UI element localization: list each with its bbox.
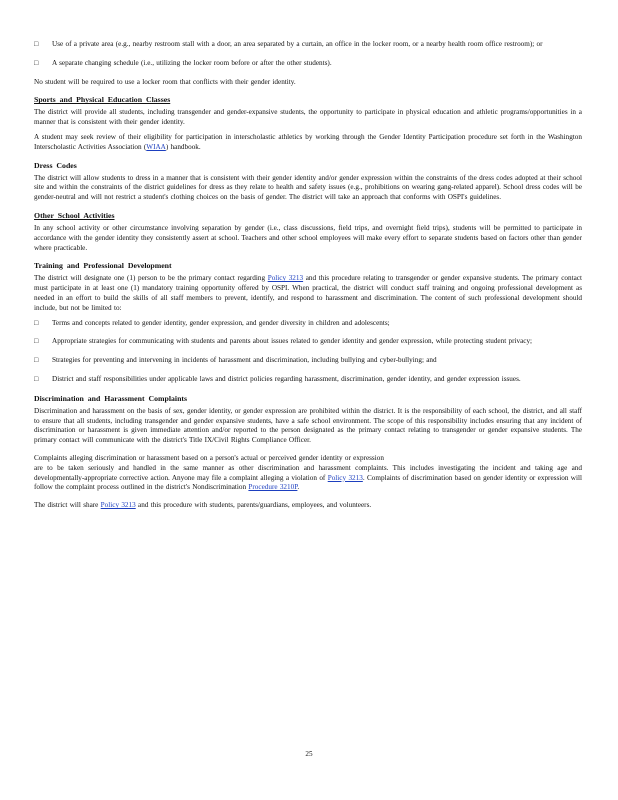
section-heading-sports: Sports and Physical Education Classes (34, 95, 171, 105)
text-run: The district will designate one (1) person to be the primary contact regarding (34, 274, 268, 283)
list-item (34, 40, 582, 50)
text-run: and this procedure relating to transgender or gender expansive students. The primary contact must participate in at least one (1) mandatory training opportunity offered by OSPI. When practical, the district will conduct staff training and ongoing professional development as needed in an effort to build the skills of all staff members to prevent, identify, and respond to harassment and discrimination. The content of such professional development should include, but not be limited to: (34, 274, 582, 312)
bullet-text: Terms and concepts related to gender identity, gender expression, and gender diversity in children and adolescents; (52, 318, 390, 327)
list-item (34, 356, 582, 366)
wiaa-paragraph (34, 133, 582, 153)
text-run: are to be taken seriously and handled in the same manner as other discrimination and harassment complaints. This includes investigating the incident and taking age and developmentally-appropriate corrective action. Anyone may file a complaint alleging a violation of (34, 463, 582, 482)
bullet-text: Use of a private area (e.g., nearby restroom stall with a door, an area separated by a curtain, an office in the locker room, or a nearby health room office restroom); or (52, 40, 543, 48)
list-item (34, 59, 582, 69)
section-heading-dress: Dress Codes (34, 160, 77, 170)
bullet-box-icon: □ (34, 356, 39, 365)
list-item (34, 319, 582, 329)
policy-3213-link[interactable]: Policy 3213 (267, 274, 304, 283)
text-run: . (297, 483, 300, 492)
text-run: Complaints alleging discrimination or harassment based on a person's actual or perceived gender identity or expression (34, 453, 384, 462)
bullet-box-icon: □ (34, 374, 39, 383)
text-run: ) handbook. (165, 142, 201, 151)
policy-3213-link[interactable]: Policy 3213 (327, 473, 363, 482)
closing-paragraph (34, 501, 582, 511)
policy-3213-link[interactable]: Policy 3213 (100, 501, 136, 510)
bullet-box-icon: □ (34, 318, 39, 327)
text-run: A student may seek review of their eligibility for participation in interscholastic athletics by working through the Gender Identity Participation procedure set forth in the Washington Interscholastic Activities Association ( (34, 132, 582, 151)
wiaa-link[interactable]: WIAA (146, 142, 166, 151)
sports-paragraph: The district will provide all students, including transgender and gender-expansive students, the opportunity to participate in physical education and athletic programs/opportunities in a manner that is consistent with their gender identity. (34, 108, 582, 127)
bullet-box-icon: □ (34, 40, 39, 48)
bullet-box-icon: □ (34, 337, 39, 346)
document-page (34, 40, 582, 511)
dress-paragraph: The district will allow students to dress in a manner that is consistent with their gender identity and/or gender expression within the constraints of the dress codes adopted at their school site and within the constraints of the district guidelines for dress as they relate to health and safety issues (e.g., prohibitions on wearing gang-related apparel). School dress codes will be gender-neutral and will not restrict a student's clothing choices on the basis of gender. The district will take an approach that conforms with OSPI's guidelines. (34, 173, 582, 202)
list-item (34, 337, 582, 347)
text-run: . Complaints of discrimination based on gender identity or expression will follow the complaint process outlined in the district's Nondiscrimination (34, 473, 582, 492)
procedure-3210p-link[interactable]: Procedure 3210P (248, 483, 298, 492)
bullet-text: Strategies for preventing and intervening in incidents of harassment and discrimination, including bullying and cyber-bullying; and (52, 356, 437, 365)
bullet-text: Appropriate strategies for communicating with students and parents about issues related to gender identity and gender expression, while protecting student privacy; (52, 337, 533, 346)
text-run: The district will share (34, 501, 101, 510)
section-heading-other: Other School Activities (34, 210, 115, 220)
section-heading-training: Training and Professional Development (34, 261, 172, 271)
list-item (34, 375, 582, 385)
bullet-text: A separate changing schedule (i.e., utilizing the locker room before or after the other students). (52, 58, 332, 67)
other-activities-paragraph: In any school activity or other circumstance involving separation by gender (i.e., class discussions, field trips, and overnight field trips), students will be permitted to participate in accordance with the gender identity they consistently assert at school. Teachers and other school employees will make every effort to separate students based on factors other than gender where practicable. (34, 223, 582, 252)
discrimination-paragraph: Discrimination and harassment on the basis of sex, gender identity, or gender expression are prohibited within the district. It is the responsibility of each school, the district, and all staff to ensure that all students, including transgender and gender expansive students, have a safe school environment. The scope of this responsibility includes ensuring that any incident of discrimination or harassment is given immediate attention and/or reported to the person designated as the primary contact relating to transgender or gender expansive students. The primary contact will communicate with the district's Title IX/Civil Rights Compliance Officer. (34, 406, 582, 445)
bullet-text: District and staff responsibilities under applicable laws and district policies regarding harassment, discrimination, gender identity, and gender expression issues. (52, 374, 521, 383)
bullet-box-icon: □ (34, 58, 39, 67)
section-heading-discrimination: Discrimination and Harassment Complaints (34, 393, 188, 403)
text-run: and this procedure with students, parents/guardians, employees, and volunteers. (135, 501, 372, 510)
training-paragraph (34, 274, 582, 313)
page-number: 25 (305, 750, 313, 758)
locker-room-note: No student will be required to use a locker room that conflicts with their gender identity. (34, 77, 296, 86)
complaints-paragraph (34, 454, 582, 493)
